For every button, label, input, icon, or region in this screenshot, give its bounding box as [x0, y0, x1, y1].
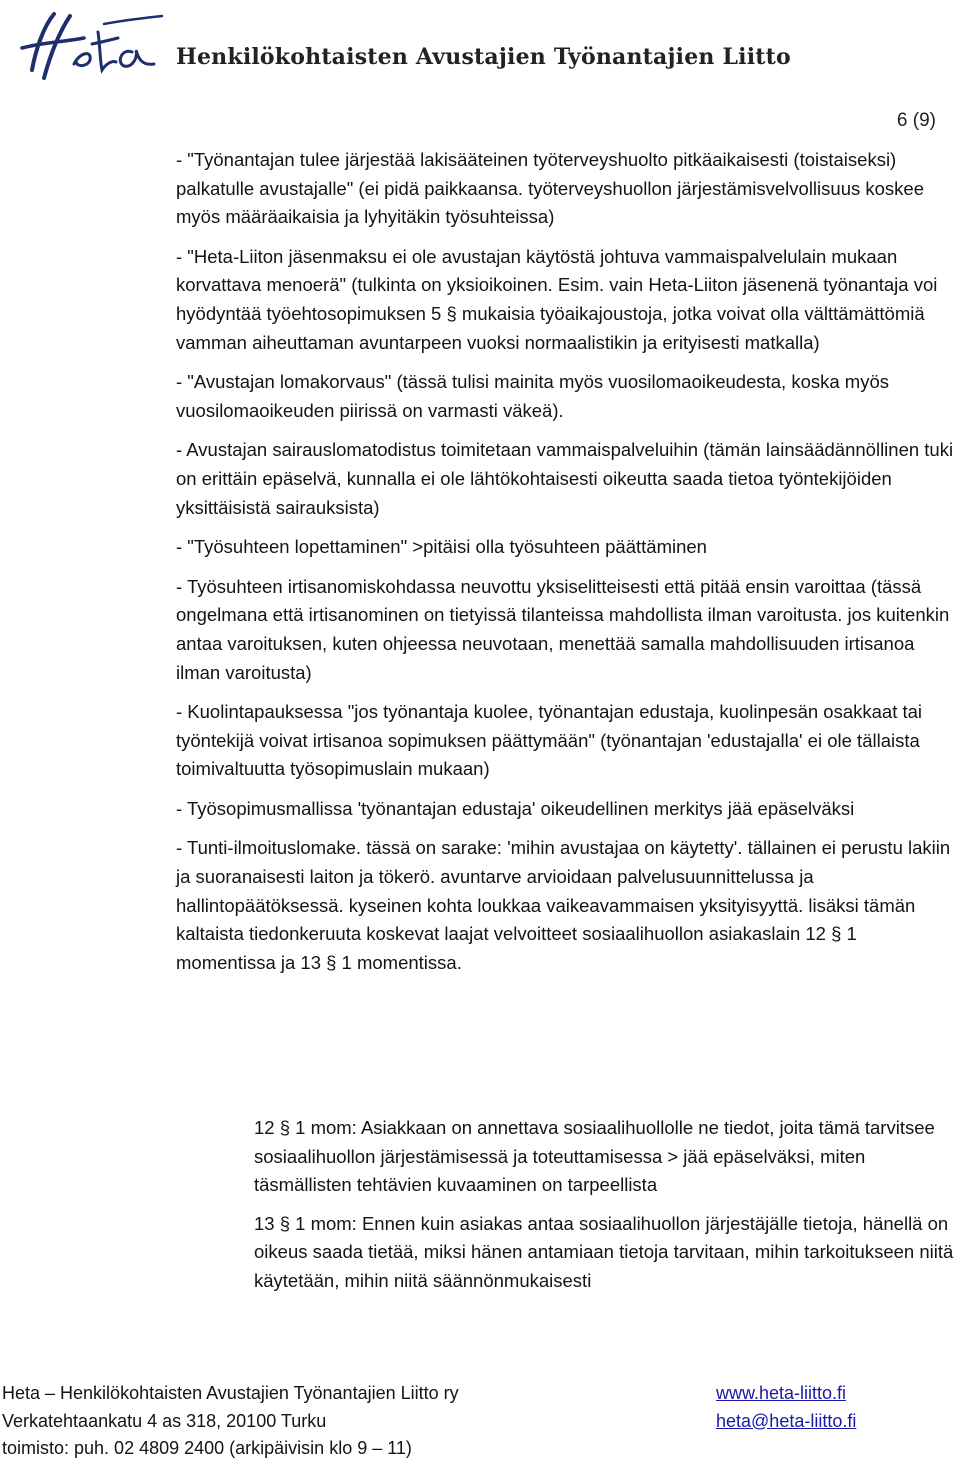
- paragraph: - Tunti-ilmoituslomake. tässä on sarake: 'mihin avustajaa on käytetty'. tällainen ei perustu lakiin ja suoranaisesti laiton ja tökerö. avuntarve arvioidaan palvelusuunnittelussa ja hallintopäätöksessä. kyseinen kohta loukkaa vaikeavammaisen yksityisyyttä. lisäksi tämän kaltaista tiedonkeruuta koskevat laajat velvoitteet sosiaalihuollon asiakaslain 12 § 1 momentissa ja 13 § 1 momentissa.: [176, 837, 951, 973]
- footer-org-name: Heta – Henkilökohtaisten Avustajien Työnantajien Liitto ry: [2, 1383, 459, 1403]
- paragraph: - "Heta-Liiton jäsenmaksu ei ole avustajan käytöstä johtuva vammaispalvelulain mukaan korvattava menoerä" (tulkinta on yksioikoinen. Esim. vain Heta-Liiton jäsenenä työnantaja voi hyödyntää työehtosopimuksen 5 § mukaisia työaikajoustoja, jotka voivat olla välttämättömiä vamman aiheuttaman avuntarpeen vuoksi normaalistikin ja erityisesti matkalla): [176, 245, 938, 353]
- law-notes: [254, 1114, 960, 1306]
- paragraph: - Kuolintapauksessa "jos työnantaja kuolee, työnantajan edustaja, kuolinpesän osakkaat tai työntekijä voivat irtisanoa sopimuksen päättymään" (työnantajan 'edustajalla' ei ole tällaista toimivaltuutta työsopimuslain mukaan): [176, 701, 923, 780]
- heta-logo: [14, 8, 164, 89]
- website-link[interactable]: www.heta-liitto.fi: [716, 1383, 847, 1403]
- heta-logo-icon: [14, 8, 164, 84]
- law-note: 13 § 1 mom: Ennen kuin asiakas antaa sosiaalihuollon järjestäjälle tietoja, hänellä on oikeus saada tietää, miksi hänen antamiaan tietoja tarvitaan, mihin tarkoitukseen niitä käytetään, mihin niitä säännönmukaisesti: [254, 1212, 954, 1291]
- paragraph: - "Työnantajan tulee järjestää lakisääteinen työterveyshuolto pitkäaikaisesti (toistaiseksi) palkatulle avustajalle" (ei pidä paikkaansa. työterveyshuollon järjestämisvelvollisuus koskee myös määräaikaisia ja lyhyitäkin työsuhteissa): [176, 149, 924, 228]
- organization-title: Henkilökohtaisten Avustajien Työnantajien Liitto: [176, 44, 791, 70]
- page-number: 6 (9): [896, 110, 936, 131]
- footer-links: [716, 1380, 856, 1435]
- law-note: 12 § 1 mom: Asiakkaan on annettava sosiaalihuollolle ne tiedot, joita tämä tarvitsee sosiaalihuollon järjestämisessä ja toteuttamisessa > jää epäselväksi, miten täsmällisten tehtävien kuvaaminen on tarpeellista: [254, 1117, 935, 1196]
- footer-contact-info: [2, 1380, 459, 1463]
- paragraph: - "Työsuhteen lopettaminen" >pitäisi olla työsuhteen päättäminen: [176, 536, 707, 558]
- footer-phone: toimisto: puh. 02 4809 2400 (arkipäivisin klo 9 – 11): [2, 1438, 412, 1458]
- paragraph: - Työsuhteen irtisanomiskohdassa neuvottu yksiselitteisesti että pitää ensin varoittaa (tässä ongelmana että irtisanominen on tietyissä tilanteissa mahdollista ilman varoitusta. jos kuitenkin antaa varoituksen, kuten ohjeessa neuvotaan, menettää samalla mahdollisuuden irtisanoa ilman varoitusta): [176, 575, 950, 683]
- paragraph: - "Avustajan lomakorvaus" (tässä tulisi mainita myös vuosilomaoikeudesta, koska myös vuosilomaoikeuden piirissä on varmasti väkeä).: [176, 371, 889, 421]
- page-footer: [0, 1380, 960, 1462]
- paragraph: - Työsopimusmallissa 'työnantajan edustaja' oikeudellinen merkitys jää epäselväksi: [176, 797, 855, 819]
- document-body: [176, 146, 956, 988]
- page-header: [0, 0, 960, 100]
- paragraph: - Avustajan sairauslomatodistus toimitetaan vammaispalveluihin (tämän lainsäädännöllinen tuki on erittäin epäselvä, kunnalla ei ole lähtökohtaisesti oikeutta saada tietoa työntekijöiden yksittäisistä sairauksista): [176, 439, 954, 518]
- email-link[interactable]: heta@heta-liitto.fi: [716, 1410, 857, 1431]
- footer-address: Verkatehtaankatu 4 as 318, 20100 Turku: [2, 1410, 327, 1431]
